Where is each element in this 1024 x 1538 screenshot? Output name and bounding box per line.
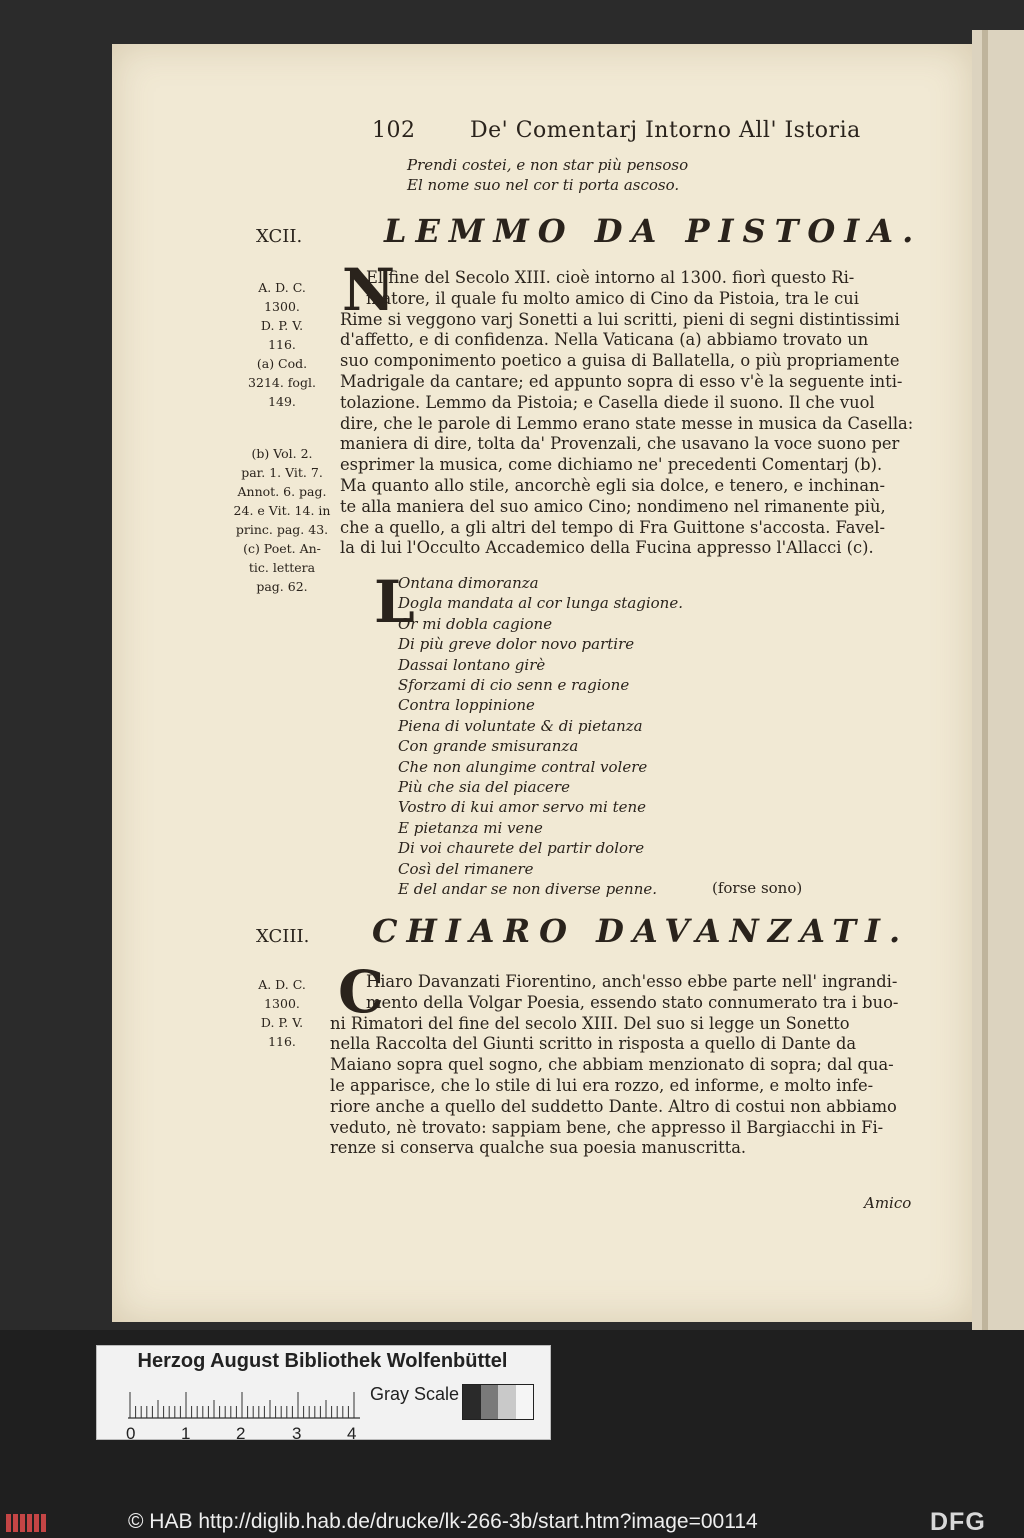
dropcap: N	[342, 256, 396, 324]
poem-line: Con grande smisuranza	[398, 737, 579, 756]
margin-note: (c) Poet. An-	[243, 541, 321, 556]
gray-patch	[463, 1385, 481, 1419]
poem-line: Dassai lontano girè	[398, 655, 546, 674]
margin-note: 149.	[268, 394, 296, 409]
poem-line: Così del rimanere	[398, 859, 534, 878]
verse-line: El nome suo nel cor ti porta ascoso.	[407, 176, 680, 195]
poem-line: Ontana dimoranza	[398, 574, 539, 592]
body-line: Maiano sopra quel sogno, che abbiam menzionato di sopra; dal qua-	[330, 1055, 894, 1075]
body-line: El fine del Secolo XIII. cioè intorno al 1300. fiorì questo Ri-	[366, 268, 855, 287]
poem-note: (forse sono)	[712, 879, 803, 897]
margin-note: (b) Vol. 2.	[251, 446, 313, 461]
ruler-scale	[128, 1388, 360, 1422]
body-line: nella Raccolta del Giunti scritto in risposta a quello di Dante da	[330, 1034, 857, 1054]
margin-note: tic. lettera	[248, 560, 316, 575]
page-number: 102	[372, 118, 416, 143]
body-line: mento della Volgar Poesia, essendo stato connumerato tra i buo-	[366, 992, 899, 1012]
adjacent-page-edge	[972, 30, 1024, 1330]
scale-number: 3	[292, 1424, 302, 1443]
margin-note: Annot. 6. pag.	[237, 484, 327, 499]
body-line: che a quello, a gli altri del tempo di Fra Guittone s'accosta. Favel-	[340, 517, 885, 537]
margin-note: 116.	[268, 337, 296, 352]
body-line: Rime si veggono varj Sonetti a lui scritti, pieni di segni distintissimi	[340, 309, 900, 329]
section-body	[340, 268, 946, 559]
catchword: Amico	[864, 1194, 912, 1212]
margin-note: par. 1. Vit. 7.	[241, 465, 323, 480]
body-line: matore, il quale fu molto amico di Cino da Pistoia, tra le cui	[366, 288, 859, 308]
gray-patch	[516, 1385, 534, 1419]
margin-note: princ. pag. 43.	[235, 522, 329, 537]
body-line: Hiaro Davanzati Fiorentino, anch'esso ebbe parte nell' ingrandi-	[366, 972, 898, 991]
body-line: esprimer la musica, come dichiamo ne' precedenti Comentarj (b).	[340, 455, 883, 475]
margin-note: 24. e Vit. 14. in	[233, 503, 331, 518]
margin-note: D. P. V.	[260, 1015, 304, 1030]
body-line: le apparisce, che lo stile di lui era rozzo, ed informe, e molto infe-	[330, 1075, 874, 1095]
body-line: renze si conserva qualche sua poesia manuscritta.	[330, 1138, 747, 1158]
body-line: riore anche a quello del suddetto Dante. Altro di costui non abbiamo	[330, 1096, 897, 1116]
gray-patch	[498, 1385, 516, 1419]
body-line: ni Rimatori del fine del secolo XIII. Del suo si legge un Sonetto	[330, 1013, 850, 1033]
margin-note: A. D. C.	[258, 280, 306, 295]
margin-notes	[226, 975, 338, 1051]
top-verse	[407, 155, 688, 196]
poem-line: Di voi chaurete del partir dolore	[398, 839, 645, 858]
section-title: LEMMO DA PISTOIA.	[384, 212, 923, 250]
poem-line: Di più greve dolor novo partire	[398, 635, 635, 654]
poem-line: Piena di voluntate & di pietanza	[398, 716, 643, 735]
margin-note: 1300.	[264, 996, 300, 1011]
body-line: maniera di dire, tolta da' Provenzali, che usavano la voce suono per	[340, 434, 900, 454]
poem-line: Contra loppinione	[398, 696, 535, 715]
poem-line: Sforzami di cio senn e ragione	[398, 676, 630, 695]
body-line: la di lui l'Occulto Accademico della Fucina appresso l'Allacci (c).	[340, 538, 874, 558]
scale-number: 1	[181, 1424, 191, 1443]
verse-line: Prendi costei, e non star più pensoso	[407, 156, 689, 174]
gray-patch	[481, 1385, 499, 1419]
poem-line: Dogla mandata al cor lunga stagione.	[398, 594, 683, 613]
margin-note: 1300.	[264, 299, 300, 314]
section-title: CHIARO DAVANZATI.	[372, 912, 910, 950]
margin-note: 3214. fogl.	[248, 375, 316, 390]
poem-dropcap: L	[374, 568, 415, 636]
margin-note: 116.	[268, 1034, 296, 1049]
body-line: d'affetto, e di confidenza. Nella Vaticana (a) abbiamo trovato un	[340, 330, 869, 350]
body-line: te alla maniera del suo amico Cino; nondimeno nel rimanente più,	[340, 496, 886, 516]
scale-number: 4	[347, 1424, 357, 1443]
body-line: veduto, nè trovato: sappiam bene, che appresso il Bargiacchi in Fi-	[330, 1117, 884, 1137]
poem-line: Or mi dobla cagione	[398, 614, 553, 633]
scale-number: 2	[236, 1424, 246, 1443]
section-number: XCII.	[256, 226, 303, 247]
body-line: dire, che le parole di Lemmo erano state messe in musica da Casella:	[340, 413, 914, 433]
body-line: Madrigale da cantare; ed appunto sopra di esso v'è la seguente inti-	[340, 371, 903, 391]
gray-scale-label: Gray Scale	[370, 1384, 460, 1404]
margin-notes-footnotes	[226, 444, 338, 596]
margin-note: (a) Cod.	[256, 356, 308, 371]
margin-notes	[226, 278, 338, 411]
poem-line: Più che sia del piacere	[398, 778, 570, 797]
running-head-title: De' Comentarj Intorno All' Istoria	[470, 118, 861, 143]
section-body	[330, 972, 942, 1159]
margin-note: pag. 62.	[256, 579, 308, 594]
dropcap: C	[338, 958, 385, 1026]
dfg-logo: DFG	[930, 1508, 986, 1536]
source-url: © HAB http://diglib.hab.de/drucke/lk-266-3b/start.htm?image=00114	[128, 1510, 758, 1533]
library-name: Herzog August Bibliothek Wolfenbüttel	[137, 1350, 508, 1372]
body-line: tolazione. Lemmo da Pistoia; e Casella diede il suono. Il che vuol	[340, 392, 875, 412]
body-line: Ma quanto allo stile, ancorchè egli sia dolce, e tenero, e inchinan-	[340, 475, 886, 495]
hab-logo-icon	[6, 1514, 46, 1532]
margin-note: A. D. C.	[258, 977, 306, 992]
section-number: XCIII.	[256, 926, 310, 947]
scale-number: 0	[126, 1424, 136, 1443]
poem-line: E del andar se non diverse penne.	[398, 880, 658, 899]
body-line: suo componimento poetico a guisa di Ballatella, o più propriamente	[340, 351, 900, 371]
gray-scale-patches	[462, 1384, 534, 1420]
margin-note: D. P. V.	[260, 318, 304, 333]
poem-line: E pietanza mi vene	[398, 818, 543, 837]
poem-line: Che non alungime contral volere	[398, 757, 648, 776]
poem-line: Vostro di kui amor servo mi tene	[398, 798, 647, 817]
poem	[398, 573, 683, 900]
